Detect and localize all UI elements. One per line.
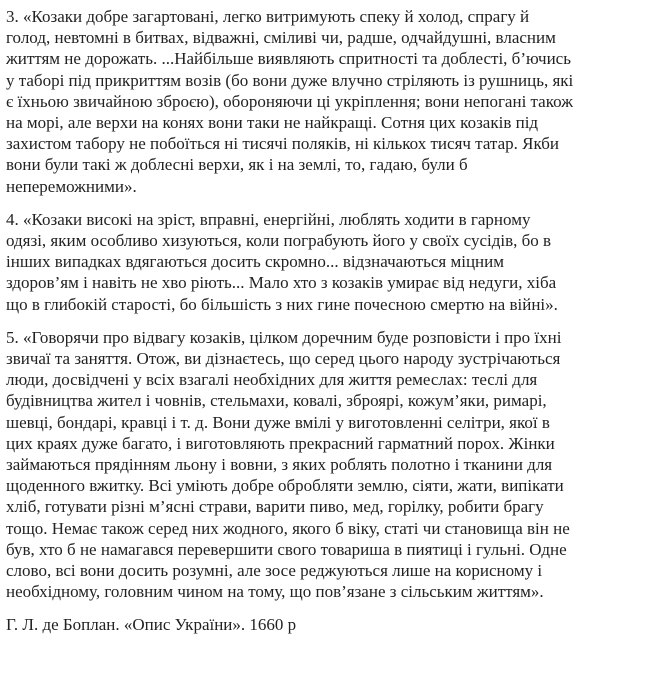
quote-paragraph-5	[6, 327, 647, 603]
text-line: тощо. Немає також серед них жодного, якого б віку, статі чи становища він не	[6, 518, 570, 538]
text-line: здоров’ям і навіть не хво ріють... Мало хто з козаків умирає від недуги, хіба	[6, 273, 557, 293]
quote-paragraph-4	[6, 209, 647, 315]
text-line: люди, досвідчені у всіх взагалі необхідних для життя ремеслах: теслі для	[6, 370, 538, 390]
text-line: що в глибокій старості, бо більшість з них гине почесною смертю на війні».	[6, 294, 558, 314]
text-line: займаються прядінням льону і вовни, з яких роблять полотно і тканини для	[6, 455, 553, 475]
text-line: на морі, але верхи на конях вони таки не найкращі. Сотня цих козаків під	[6, 113, 539, 133]
text-line: життям не дорожать. ...Найбільше виявляють спритності та доблесті, б’ючись	[6, 49, 571, 69]
text-line: 5. «Говорячи про відвагу козаків, цілком доречним буде розповісти і про їхні	[6, 327, 562, 347]
text-line: шевці, бондарі, кравці і т. д. Вони дуже вмілі у виготовленні селітри, якої в	[6, 412, 550, 432]
text-line: непереможними».	[6, 176, 137, 196]
text-line: щоденного вжитку. Всі уміють добре обробляти землю, сіяти, жати, випікати	[6, 476, 564, 496]
text-line: вони були такі ж доблесні верхи, як і на землі, то, гадаю, були б	[6, 155, 468, 175]
text-line: голод, невтомні в битвах, відважні, сміливі чи, радше, одчайдушні, власним	[6, 28, 556, 48]
text-line: слово, всі вони досить розумні, але зосе реджуються лише на корисному і	[6, 561, 543, 581]
text-line: звичаї та заняття. Отож, ви дізнаєтесь, що серед цього народу зустрічаються	[6, 349, 561, 369]
text-line: захистом табору не побоїться ні тисячі поляків, ні кількох тисяч татар. Якби	[6, 134, 560, 154]
text-line: цих краях дуже багато, і виготовляють прекрасний гарматний порох. Жінки	[6, 433, 555, 453]
quote-paragraph-3	[6, 6, 647, 197]
text-line: необхідному, головним чином на тому, що пов’язане з сільським життям».	[6, 582, 544, 602]
text-line: одязі, яким особливо хизуються, коли пограбують його у своїх сусідів, бо в	[6, 231, 552, 251]
text-line: у таборі під прикриттям возів (бо вони дуже влучно стріляють із рушниць, які	[6, 70, 574, 90]
source-citation: Г. Л. де Боплан. «Опис України». 1660 р	[6, 615, 297, 635]
text-line: є їхньою звичайною зброєю), обороняючи ці укріплення; вони непогані також	[6, 91, 573, 111]
text-line: інших випадках вдягаються досить скромно... відзначаються міцним	[6, 252, 505, 272]
text-line: будівництва жител і човнів, стельмахи, ковалі, зброярі, кожум’яки, римарі,	[6, 391, 547, 411]
text-line: 4. «Козаки високі на зріст, вправні, енергійні, люблять ходити в гарному	[6, 209, 531, 229]
text-line: хліб, готувати різні м’ясні страви, варити пиво, мед, горілку, робити брагу	[6, 497, 544, 517]
text-line: 3. «Козаки добре загартовані, легко витримують спеку й холод, спрагу й	[6, 7, 530, 26]
text-line: був, хто б не намагався перевершити свого товариша в пиятиці і гульні. Одне	[6, 539, 567, 559]
